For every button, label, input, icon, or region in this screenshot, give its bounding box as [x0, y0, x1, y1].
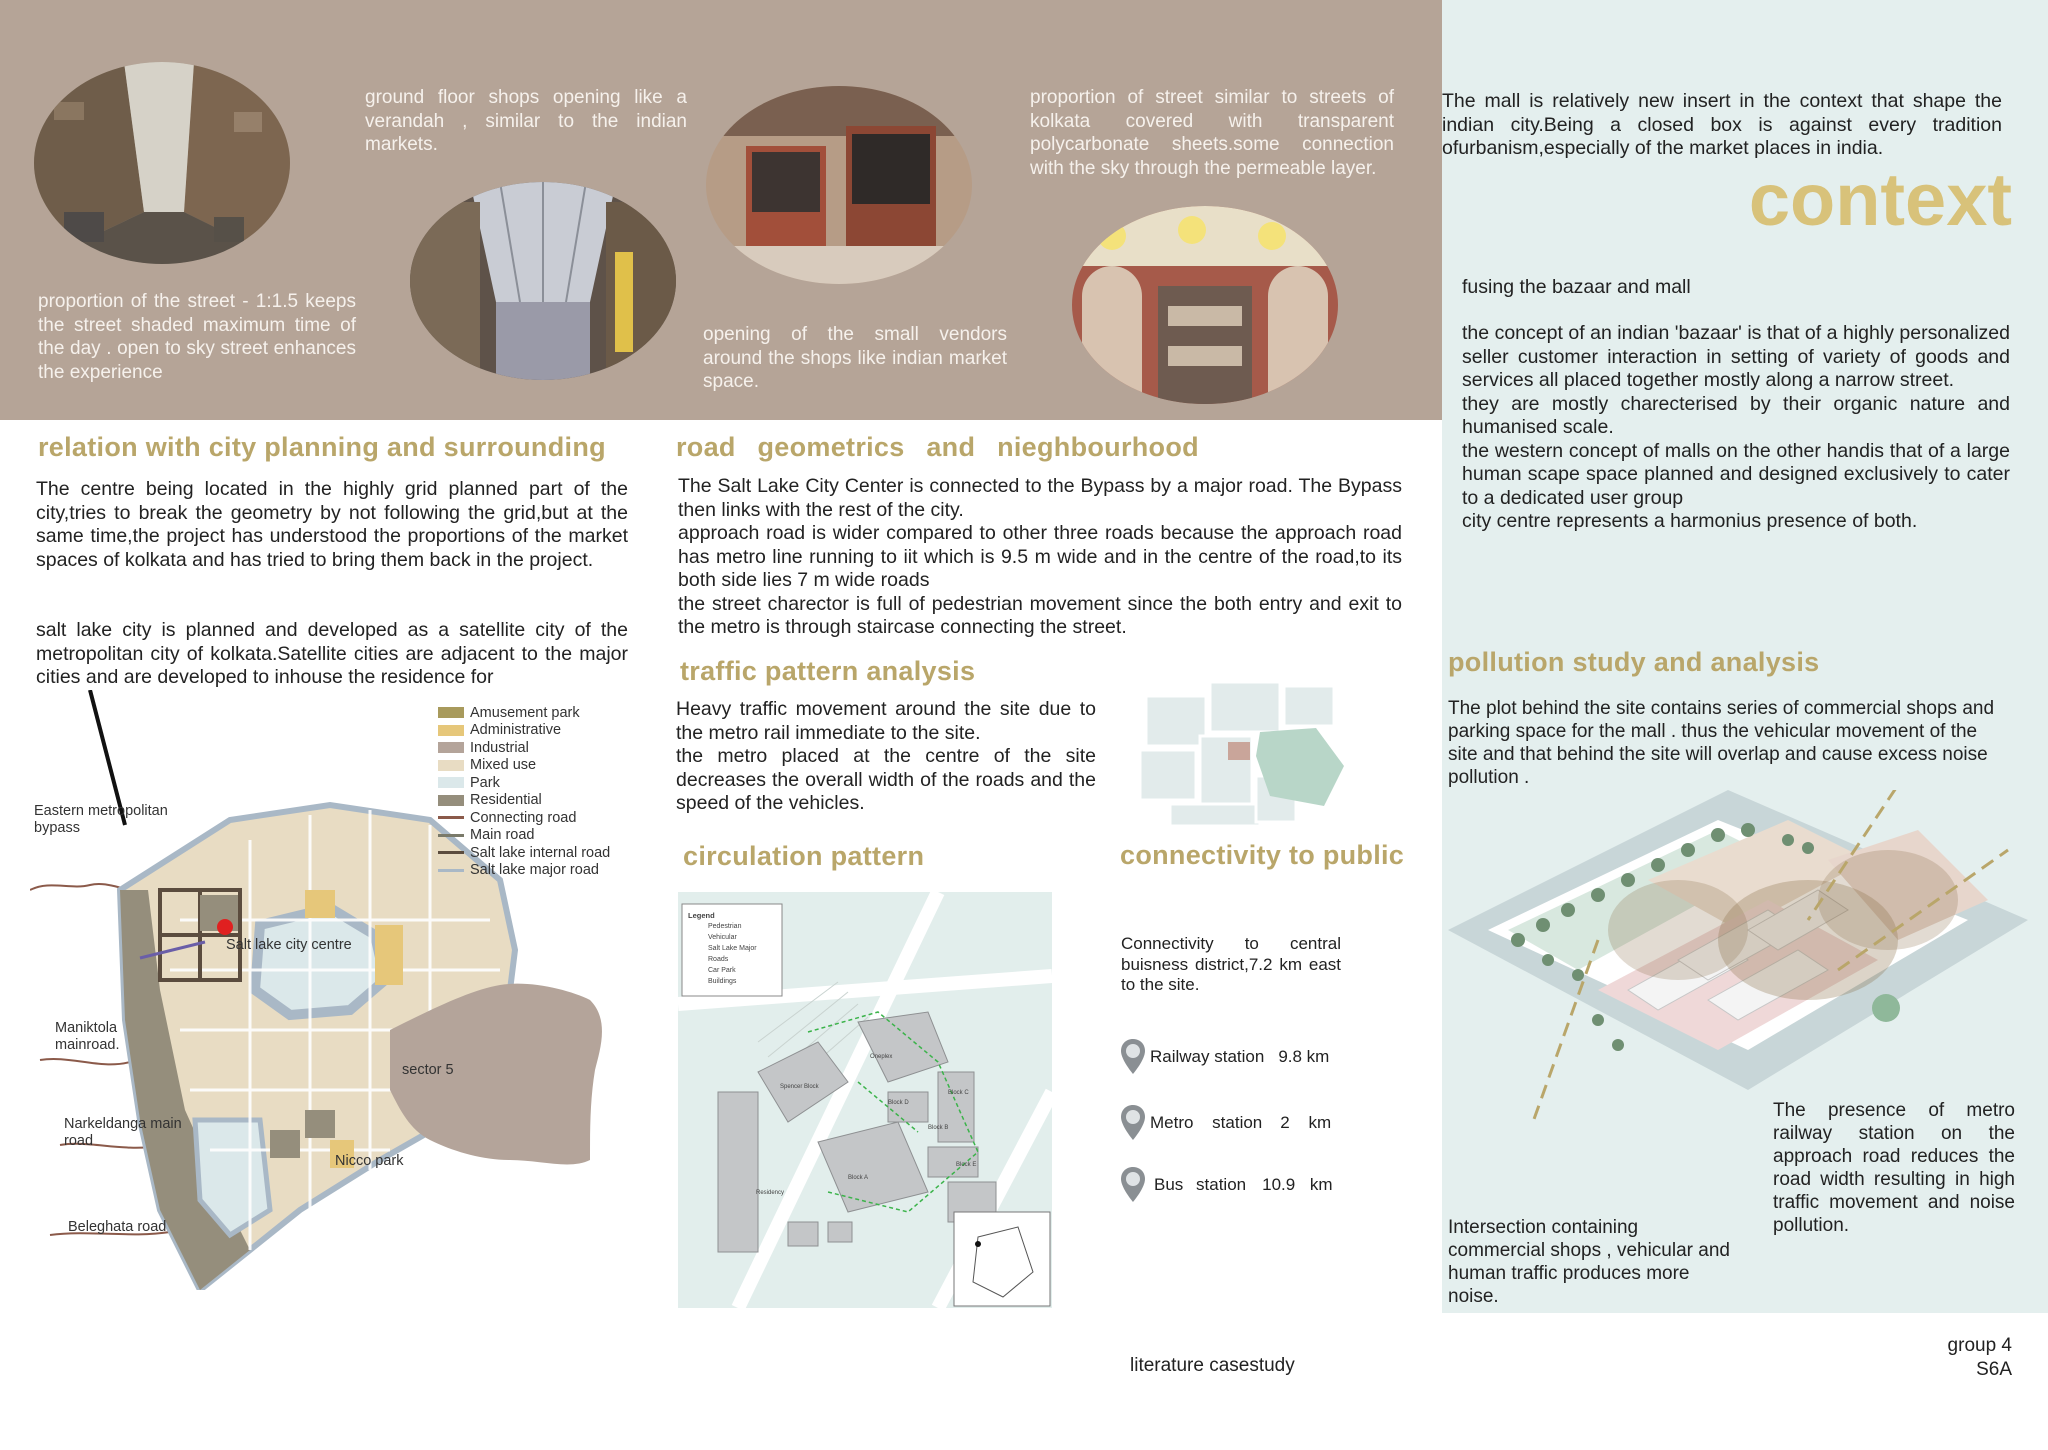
circulation-legend-vehicular: Vehicular	[708, 934, 737, 941]
footer-section: S6A	[1976, 1359, 2012, 1380]
circulation-legend-major-roads: Salt Lake Major Roads	[708, 945, 757, 963]
block-label-c: Block C	[948, 1090, 969, 1096]
block-label-a: Block A	[848, 1175, 869, 1181]
traffic-site-map	[1140, 676, 1346, 826]
label-city-centre: Salt lake city centre	[226, 937, 352, 953]
railway-station-distance: 9.8 km	[1278, 1047, 1330, 1066]
railway-station-item	[1120, 1038, 1329, 1076]
map-legend	[438, 704, 678, 879]
city-planning-para-1: The centre being located in the highly grid planned part of the city,tries to break the geometry by not following the grid,but at the same time,the project has understood the proportions of the market spaces of kolkata and has tried to bring them back in the project.	[36, 478, 628, 571]
block-label-residency: Residency	[756, 1190, 785, 1196]
legend-park: Park	[438, 774, 678, 792]
railway-station-label: Railway station	[1150, 1047, 1265, 1066]
footer-group: group 4	[1947, 1335, 2012, 1356]
circulation-legend-buildings: Buildings	[708, 978, 737, 985]
connectivity-cbd: Connectivity to central buisness district,7.2 km east to the site.	[1121, 934, 1341, 994]
traffic-heading: traffic pattern analysis	[680, 656, 976, 686]
road-geometrics-heading: road geometrics and nieghbourhood	[676, 432, 1199, 462]
metro-station-label: Metro station	[1150, 1113, 1263, 1132]
pollution-body: The plot behind the site contains series of commercial shops and parking space for the mall . thus the vehicular movement of the site and that behind the site will overlap and cause excess noise pollution .	[1448, 698, 1995, 788]
legend-major-road: Salt lake major road	[438, 862, 678, 880]
legend-mixed-use: Mixed use	[438, 757, 678, 775]
metro-station-item	[1120, 1104, 1331, 1142]
metro-station-distance: 2 km	[1280, 1113, 1332, 1132]
footer-literature: literature casestudy	[1130, 1355, 1295, 1376]
legend-internal-road: Salt lake internal road	[438, 844, 678, 862]
pollution-intersection-note: Intersection containing commercial shops , vehicular and human traffic produces more noise.	[1448, 1217, 1730, 1307]
caption-street-proportion: proportion of the street - 1:1.5 keeps the street shaded maximum time of the day . open to sky street enhances the experience	[38, 291, 356, 383]
bus-station-distance: 10.9 km	[1262, 1175, 1333, 1194]
label-nicco-park: Nicco park	[335, 1153, 404, 1169]
context-title: context	[1748, 158, 2012, 241]
circulation-legend-pedestrian: Pedestrian	[708, 923, 742, 930]
street-photo	[34, 62, 290, 264]
location-pin-icon	[1120, 1038, 1146, 1076]
label-beleghata: Beleghata road	[68, 1219, 167, 1235]
legend-industrial: Industrial	[438, 739, 678, 757]
legend-administrative: Administrative	[438, 722, 678, 740]
legend-connecting-road: Connecting road	[438, 809, 678, 827]
traffic-body: Heavy traffic movement around the site due to the metro rail immediate to the site. the metro placed at the centre of the site decreases the overall width of the roads and the speed of the vehicles.	[676, 698, 1096, 814]
label-sector-5: sector 5	[402, 1062, 454, 1078]
circulation-legend	[688, 910, 778, 987]
bus-station-label: Bus station	[1154, 1175, 1247, 1194]
pollution-heading: pollution study and analysis	[1448, 647, 1820, 677]
shops-photo	[706, 86, 972, 284]
caption-ground-floor: ground floor shops opening like a verandah , similar to the indian markets.	[365, 87, 687, 155]
block-label-d: Block D	[888, 1100, 909, 1106]
context-subtitle: fusing the bazaar and mall	[1462, 276, 1691, 298]
legend-residential: Residential	[438, 792, 678, 810]
connectivity-heading: connectivity to public	[1120, 840, 1405, 870]
city-planning-para-2: salt lake city is planned and developed as a satellite city of the metropolitan city of kolkata.Satellite cities are adjacent to the major cities and are developed to inhouse the residence for	[36, 619, 628, 688]
city-planning-heading: relation with city planning and surrounding	[38, 432, 606, 462]
context-intro: The mall is relatively new insert in the context that shape the indian city.Being a closed box is against every tradition ofurbanism,especially of the market places in india.	[1442, 90, 2002, 159]
circulation-heading: circulation pattern	[683, 841, 925, 871]
block-label-spencer: Spencer Block	[780, 1084, 819, 1090]
pollution-metro-note: The presence of metro railway station on the approach road reduces the road width resulting in high traffic movement and noise pollution.	[1773, 1100, 2015, 1236]
mall-skylight-photo	[410, 182, 676, 380]
atrium-photo	[1072, 206, 1338, 404]
caption-polycarbonate: proportion of street similar to streets of kolkata covered with transparent polycarbonate sheets.some connection with the sky through the permeable layer.	[1030, 87, 1394, 179]
block-label-b: Block B	[928, 1125, 949, 1131]
legend-amusement-park: Amusement park	[438, 704, 678, 722]
caption-small-vendors: opening of the small vendors around the shops like indian market space.	[703, 324, 1007, 392]
label-maniktola: Maniktola mainroad.	[55, 1020, 120, 1053]
legend-main-road: Main road	[438, 827, 678, 845]
bus-station-item	[1120, 1166, 1333, 1204]
block-label-oneplex: Oneplex	[870, 1054, 893, 1060]
road-geometrics-body: The Salt Lake City Center is connected to the Bypass by a major road. The Bypass then links with the rest of the city. approach road is wider compared to other three roads because the approach road has metro line running to iit which is 9.5 m wide and in the centre of the road,to its both side lies 7 m wide roads the street charector is full of pedestrian movement since the both entry and exit to the metro is through staircase connecting the street.	[678, 475, 1402, 638]
circulation-legend-title: Legend	[688, 911, 715, 920]
circulation-legend-car-park: Car Park	[708, 967, 736, 974]
context-body: the concept of an indian 'bazaar' is that of a highly personalized seller customer interaction in setting of variety of goods and services all placed together mostly along a narrow street. they are mostly charecterised by their organic nature and humanised scale. the western concept of malls on the other handis that of a large human scape space planned and designed exclusively to cater to a dedicated user group city centre represents a harmonius presence of both.	[1462, 322, 2010, 532]
location-pin-icon	[1120, 1104, 1146, 1142]
location-pin-icon	[1120, 1166, 1146, 1204]
pollution-site-axonometric	[1448, 790, 2028, 1120]
block-label-e: Block E	[956, 1162, 977, 1168]
label-bypass: Eastern metropolitan bypass	[34, 803, 168, 836]
label-narkeldanga: Narkeldanga main road	[64, 1116, 182, 1149]
